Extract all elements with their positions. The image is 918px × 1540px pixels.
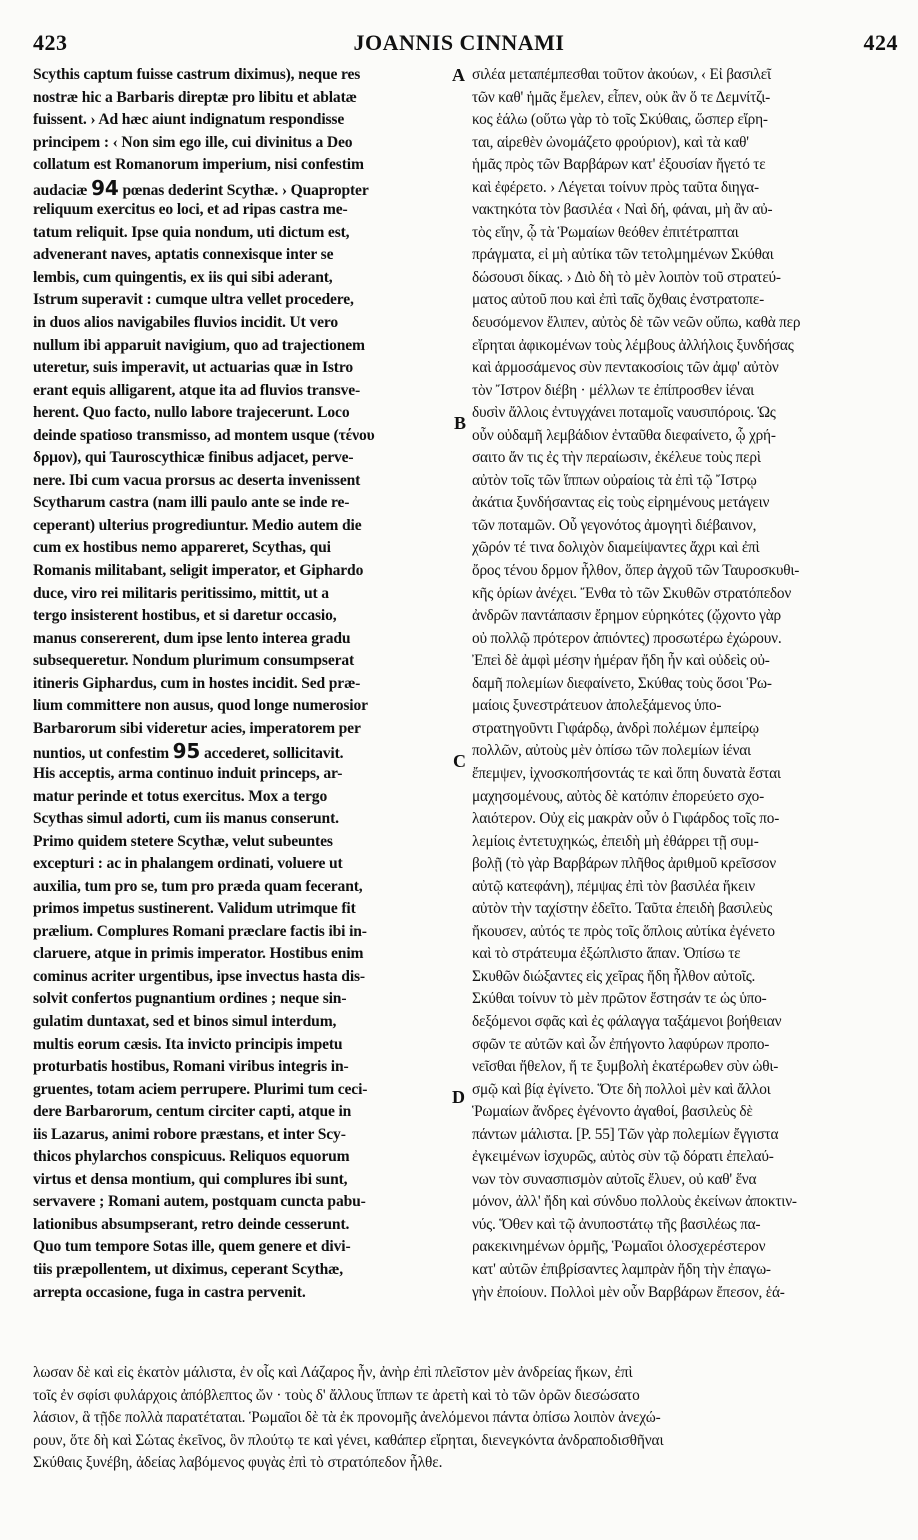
text-line: γὴν ἐποίουν. Πολλοὶ μὲν οὖν Βαρβάρων ἔπεσον, ἑά-: [472, 1283, 785, 1301]
text-line: lembis, cum quingentis, ex iis qui sibi aderant,: [33, 268, 333, 286]
text-line: iis Lazarus, animi robore præstans, et inter Scy-: [33, 1125, 346, 1143]
text-line: αὐτῷ κατεφάνη), πέμψας ἐπὶ τὸν βασιλέα ἥκειν: [472, 877, 755, 895]
folio-number: 95: [172, 740, 201, 763]
text-line: multis eorum cæsis. Ita invicto principis impetu: [33, 1035, 343, 1053]
text-line: καὶ ἐφέρετο. › Λέγεται τοίνυν πρὸς ταῦτα διηγα-: [472, 178, 759, 196]
text-line: πράγματα, εἰ μὴ αὐτίκα τῶν τετολμημένων Σκύθαι: [472, 246, 774, 264]
text-line: λωσαν δὲ καὶ εἰς ἑκατὸν μάλιστα, ἐν οἷς καὶ Λάζαρος ἦν, ἀνὴρ ἐπὶ πλεῖστον μὲν ἀνδρείας ἥκων, ἐπὶ: [33, 1364, 633, 1381]
text-line: χῶρόν τέ τινα δολιχὸν διαμείψαντες ἄχρι καὶ ἐπὶ: [472, 539, 760, 557]
text-line: primos impetus sustinerent. Validum utrimque fit: [33, 900, 356, 918]
page-number-left: 423: [33, 30, 68, 55]
text-line: tiis præpollentem, ut diximus, ceperant Scythæ,: [33, 1260, 344, 1278]
text-line: δυσὶν ἄλλοις ἐντυγχάνει ποταμοῖς ναυσιπόροις. Ὡς: [472, 404, 776, 422]
text-line: τὸν Ἴστρον διέβη · μέλλων τε ἐπίπροσθεν ἰέναι: [472, 381, 755, 399]
text-line: ceperant) ulterius progrediuntur. Medio autem die: [33, 516, 362, 534]
running-header: [0, 0, 918, 60]
text-line: ρακεκινημένων ὁρμῆς, Ῥωμαῖοι ὁλοσχερέστερον: [472, 1238, 766, 1256]
text-line: ὄρος τένου δρμον ἦλθον, ὅπερ ἀγχοῦ τῶν Ταυροσκυθι-: [472, 562, 800, 580]
text-line: δρμον), qui Tauroscythicæ finibus adjacet, perve-: [33, 449, 354, 467]
text-line: εἴρηται ἀφικομένων τοὺς λέμβους ἀλλήλοις ξυνδήσας: [472, 336, 794, 354]
text-line: οὐ πολλῷ πρότερον ἀπιόντες) προσωτέρω ἐχώρουν.: [472, 629, 782, 647]
text-line: λαιότερον. Οὐχ εἰς μακρὰν οὖν ὁ Γιφάρδος τοῖς πο-: [472, 810, 780, 828]
text-line: Ἐπεὶ δὲ ἀμφὶ μέσην ἡμέραν ἤδη ἦν καὶ οὐδεὶς οὐ-: [472, 652, 770, 670]
text-line: Quo tum tempore Sotas ille, quem genere et divi-: [33, 1238, 351, 1256]
text-line: excepturi : ac in phalangem ordinati, voluere ut: [33, 855, 343, 873]
text-line: νύς. Ὅθεν καὶ τῷ ἀνυποστάτῳ τῆς βασιλέως πα-: [472, 1215, 761, 1233]
margin-marker-b: B: [454, 413, 467, 433]
text-line: τοῖς ἐν σφίσι φυλάρχοις ἀπόβλεπτος ὤν · τοὺς δ' ἄλλους ἵππων τε ἀρετὴ καὶ τὸ τῶν ὀρῶν διεσώσατο: [33, 1386, 640, 1404]
text-line: αὐτὸν τὴν ταχίστην ἐδεῖτο. Ταῦτα ἐπειδὴ βασιλεὺς: [472, 900, 773, 918]
text-line: ἔπεμψεν, ἰχνοσκοπήσοντάς τε καὶ ὅπη δυνατὰ ἔσται: [472, 764, 781, 782]
text-line: cominus acriter urgentibus, ipse invectus hasta dis-: [33, 967, 365, 985]
text-line: λάσιον, ἃ τῇδε πολλὰ παρατέταται. Ῥωμαῖοι δὲ τὰ ἐκ προνομῆς ἀνελόμενοι πάντα ὀπίσω λοιπὸν ἀνεχώ-: [33, 1409, 661, 1427]
text-line: νων τὸν συνασπισμὸν αὐτοῖς ἔλυεν, οὐ καθ' ἕνα: [472, 1170, 757, 1188]
text-line: τῶν ποταμῶν. Οὗ γεγονότος ἀμογητὶ διέβαινον,: [472, 516, 757, 534]
text-line: αὐτὸν τοῖς τῶν ἵππων οὐραίοις τὰ ἐπὶ τῷ Ἴστρῳ: [472, 471, 757, 489]
text-line: Scytharum castra (nam illi paulo ante se inde re-: [33, 494, 350, 512]
text-line: δεξόμενοι σφᾶς καὶ ἐς φάλαγγα ταξάμενοι βοήθειαν: [472, 1012, 782, 1030]
margin-marker-c: C: [453, 751, 466, 771]
text-line: nullum ibi apparuit navigium, quo ad trajectionem: [33, 336, 365, 354]
text-line: μαίοις ξυνεστράτευον ἀπολεξάμενος ὑπο-: [472, 697, 722, 715]
text-line: λεμίοις ἐντετυχηκώς, ἐπειδὴ μὴ ἐθάρρει τῇ συμ-: [472, 832, 759, 850]
text-line: τῶν καθ' ἡμᾶς ἔμελεν, εἶπεν, οὐκ ἂν ὅ τε Δεμνίτζι-: [472, 88, 771, 106]
text-line: nuntios, ut confestim 95 accederet, sollicitavit.: [33, 740, 344, 763]
text-line: thicos phylarchos conspicuus. Reliquos equorum: [33, 1148, 350, 1166]
text-line: proturbatis hostibus, Romani viribus integris in-: [33, 1058, 349, 1076]
text-line: duce, viro rei militaris peritissimo, mittit, ut a: [33, 584, 329, 602]
text-line: virtus et densa montium, qui complures ibi sunt,: [33, 1170, 348, 1188]
latin-column: [33, 64, 446, 1362]
text-line: Barbarorum sibi videretur acies, imperatorem per: [33, 719, 361, 737]
running-title: JOANNIS CINNAMI: [353, 30, 565, 55]
text-line: νακτηκότα τὸν βασιλέα ‹ Ναὶ δή, φάναι, μὴ ἂν αὐ-: [472, 201, 773, 219]
text-line: βολῇ (τὸ γὰρ Βαρβάρων πλῆθος ἀριθμοῦ κρεῖσσον: [472, 855, 776, 873]
text-line: κατ' αὐτῶν ἐπιβρίσαντες λαμπρὰν ἤδη τὴν ἐπαγω-: [472, 1260, 771, 1278]
text-line: cum ex hostibus nemo appareret, Scythas, qui: [33, 539, 331, 557]
greek-continuation: [33, 1362, 890, 1498]
text-line: gulatim duntaxat, sed et binos simul interdum,: [33, 1012, 337, 1030]
text-line: reliquum exercitus eo loci, et ad ripas castra me-: [33, 201, 348, 219]
margin-marker-d: D: [452, 1087, 465, 1107]
text-line: erant equis alligarent, atque ita ad fluvios transve-: [33, 381, 361, 399]
text-line: Scythis captum fuisse castrum diximus), neque res: [33, 66, 361, 83]
text-line: δαμῆ πολεμίων διεφαίνετο, Σκύθας τοὺς ὅσοι Ῥω-: [472, 674, 772, 692]
text-line: ἐγκειμένων ἰσχυρῶς, αὐτὸς σὺν τῷ δόρατι ἐπελαύ-: [472, 1148, 774, 1166]
text-line: ἀκάτια ξυνδήσαντας εἰς τοὺς εἰρημένους μετάγειν: [472, 494, 770, 512]
text-line: Primo quidem stetere Scythæ, velut subeuntes: [33, 832, 333, 850]
text-line: claruere, atque in primis imperator. Hostibus enim: [33, 945, 364, 963]
text-line: advenerant naves, aptatis connexisque inter se: [33, 246, 334, 264]
text-line: δευσόμενον ἔλιπεν, αὐτὸς δὲ τῶν νεῶν οὔπω, καθὰ περ: [472, 314, 801, 332]
text-line: καὶ ἁρμοσάμενος σὺν πεντακοσίοις τῶν ἀμφ' αὐτὸν: [472, 359, 779, 377]
text-line: Romanis militabant, seligit imperator, et Giphardo: [33, 562, 364, 580]
text-line: tergo insisterent hostibus, et si daretur occasio,: [33, 607, 337, 625]
text-line: δώσουσι δίκας. › Διὸ δὴ τὸ μὲν λοιπὸν τοῦ στρατεύ-: [472, 268, 781, 286]
text-line: σφῶν τε αὐτῶν καὶ ὧν ἐπήγοντο λαφύρων προπο-: [472, 1035, 770, 1053]
text-line: ται, αἱρεθὲν ὠνομάζετο φρούριον), καὶ τὰ καθ': [472, 133, 749, 151]
text-line: Scythas simul adorti, cum iis manus conserunt.: [33, 810, 339, 828]
text-line: ἤκουσεν, αὐτός τε πρὸς τοῖς ὅπλοις αὐτίκα ἐγένετο: [472, 922, 775, 940]
text-line: auxilia, tum pro se, tum pro præda quam fecerant,: [33, 877, 363, 895]
text-line: gruentes, totam aciem perrupere. Plurimi tum ceci-: [33, 1080, 368, 1098]
text-line: deinde spatioso transmisso, ad montem usque (τένου: [33, 426, 375, 444]
text-line: nere. Ibi cum vacua prorsus ac deserta invenissent: [33, 471, 361, 489]
text-line: subsequeretur. Nondum plurimum consumpserat: [33, 652, 355, 670]
text-line: Ῥωμαίων ἄνδρες ἐγένοντο ἀγαθοί, βασιλεὺς δὲ: [472, 1103, 753, 1121]
margin-marker-a: A: [452, 65, 465, 85]
text-line: Σκυθῶν διώξαντες εἰς χεῖρας ἤδη ἦλθον αὐτοῖς.: [472, 967, 756, 985]
text-line: Istrum superavit : cumque ultra vellet procedere,: [33, 291, 354, 309]
text-line: audaciæ 94 pœnas dederint Scythæ. › Quapropter: [33, 176, 369, 200]
text-line: collatum est Romanorum imperium, nisi confestim: [33, 156, 364, 174]
text-line: κος ἑάλω (οὕτω γὰρ τὸ τοῖς Σκύθαις, ὥσπερ εἴρη-: [472, 111, 768, 129]
text-line: itineris Giphardus, cum in hostes incidit. Sed præ-: [33, 674, 361, 692]
text-line: His acceptis, arma continuo induit princeps, ar-: [33, 764, 343, 782]
text-line: μόνον, ἀλλ' ἤδη καὶ σύνδυο πολλοὺς ἐκείνων ἀποκτιν-: [472, 1193, 797, 1211]
text-line: Σκύθαι τοίνυν τὸ μὲν πρῶτον ἔστησάν τε ὡς ὑπο-: [472, 990, 767, 1008]
text-line: οὖν οὐδαμῆ λεμβάδιον ἐνταῦθα διεφαίνετο, ᾧ χρή-: [472, 426, 776, 444]
text-line: fuissent. › Ad hæc aiunt indignatum respondisse: [33, 111, 345, 129]
text-line: prælium. Complures Romani præclare factis ibi in-: [33, 922, 367, 940]
text-line: κῆς ὁρίων ἀνέχει. Ἔνθα τὸ τῶν Σκυθῶν στρατόπεδον: [472, 584, 792, 602]
text-line: herent. Quo facto, nullo labore trajecerunt. Loco: [33, 404, 350, 422]
text-line: μαχησομένους, αὐτὸς δὲ κατόπιν ἐπορεύετο σχο-: [472, 787, 764, 805]
text-line: ματος αὐτοῦ που καὶ ἐπὶ ταῖς ὄχθαις ἐνστρατοπε-: [472, 291, 765, 309]
text-line: lium committere non ausus, quod longe numerosior: [33, 697, 368, 715]
greek-column: [472, 64, 890, 1362]
text-line: καὶ τὸ στράτευμα ἐξώπλιστο ἅπαν. Ὀπίσω τε: [472, 945, 741, 963]
text-line: σιλέα μεταπέμπεσθαι τοῦτον ἀκούων, ‹ Εἰ βασιλεῖ: [472, 66, 771, 83]
text-line: ἡμᾶς πρὸς τῶν Βαρβάρων κατ' ἐξουσίαν ἤγετό τε: [472, 156, 766, 174]
text-line: ἀνδρῶν παντάπασιν ἔρημον εὑρηκότες (ᾤχοντο γὰρ: [472, 607, 781, 625]
text-line: nostræ hic a Barbaris direptæ pro libitu et ablatæ: [33, 88, 357, 106]
text-line: uteretur, suis imperavit, ut actuarias quæ in Istro: [33, 359, 353, 377]
text-line: principem : ‹ Non sim ego ille, cui divinitus a Deo: [33, 133, 353, 151]
text-line: servavere ; Romani autem, postquam cuncta pabu-: [33, 1193, 366, 1211]
text-line: σμῷ καὶ βίᾳ ἐγίνετο. Ὅτε δὴ πολλοὶ μὲν καὶ ἄλλοι: [472, 1080, 771, 1098]
text-line: πάντων μάλιστα. [P. 55] Τῶν γὰρ πολεμίων ἔγγιστα: [472, 1125, 779, 1143]
page-number-right: 424: [863, 30, 898, 55]
text-line: τὸς εἴην, ᾧ τὰ Ῥωμαίων θεόθεν ἐπιτέτραπται: [472, 223, 739, 241]
text-line: dere Barbarorum, centum circiter capti, atque in: [33, 1103, 352, 1121]
text-line: Σκύθαις ξυνέβη, ἀδείας λαβόμενος φυγὰς ἐπὶ τὸ στρατόπεδον ἦλθε.: [33, 1454, 443, 1472]
text-line: matur perinde et totus exercitus. Mox a tergo: [33, 787, 328, 805]
text-line: arrepta occasione, fuga in castra pervenit.: [33, 1283, 306, 1301]
text-line: in duos alios navigabiles fluvios incidit. Ut vero: [33, 314, 339, 332]
text-line: lationibus absumpserant, retro deinde cesserunt.: [33, 1215, 350, 1233]
text-line: tatum reliquit. Ipse quia nondum, uti dictum est,: [33, 223, 350, 241]
text-line: solvit confertos pugnantium ordines ; neque sin-: [33, 990, 347, 1008]
text-line: στρατηγοῦντι Γιφάρδῳ, ἀνδρὶ πολέμων ἐμπείρῳ: [472, 719, 759, 737]
text-line: ρουν, ὅτε δὴ καὶ Σώτας ἐκεῖνος, ὃν πλούτῳ τε καὶ γένει, καθάπερ εἴρηται, διενεγκόντα ἀνδραποδισθῆναι: [33, 1431, 664, 1449]
text-line: manus consererent, dum ipse lento interea gradu: [33, 629, 351, 647]
text-line: νεῖσθαι ἤθελον, ἥ τε ξυμβολὴ ἑκατέρωθεν σὺν ὠθι-: [472, 1058, 779, 1076]
folio-number: 94: [91, 176, 119, 200]
text-line: πολλῶν, αὐτοὺς μὲν ὀπίσω τῶν πολεμίων ἰέναι: [472, 742, 751, 760]
text-line: σαιτο ἄν τις ἐς τὴν περαίωσιν, ἐκέλευε τοὺς περὶ: [472, 449, 761, 467]
